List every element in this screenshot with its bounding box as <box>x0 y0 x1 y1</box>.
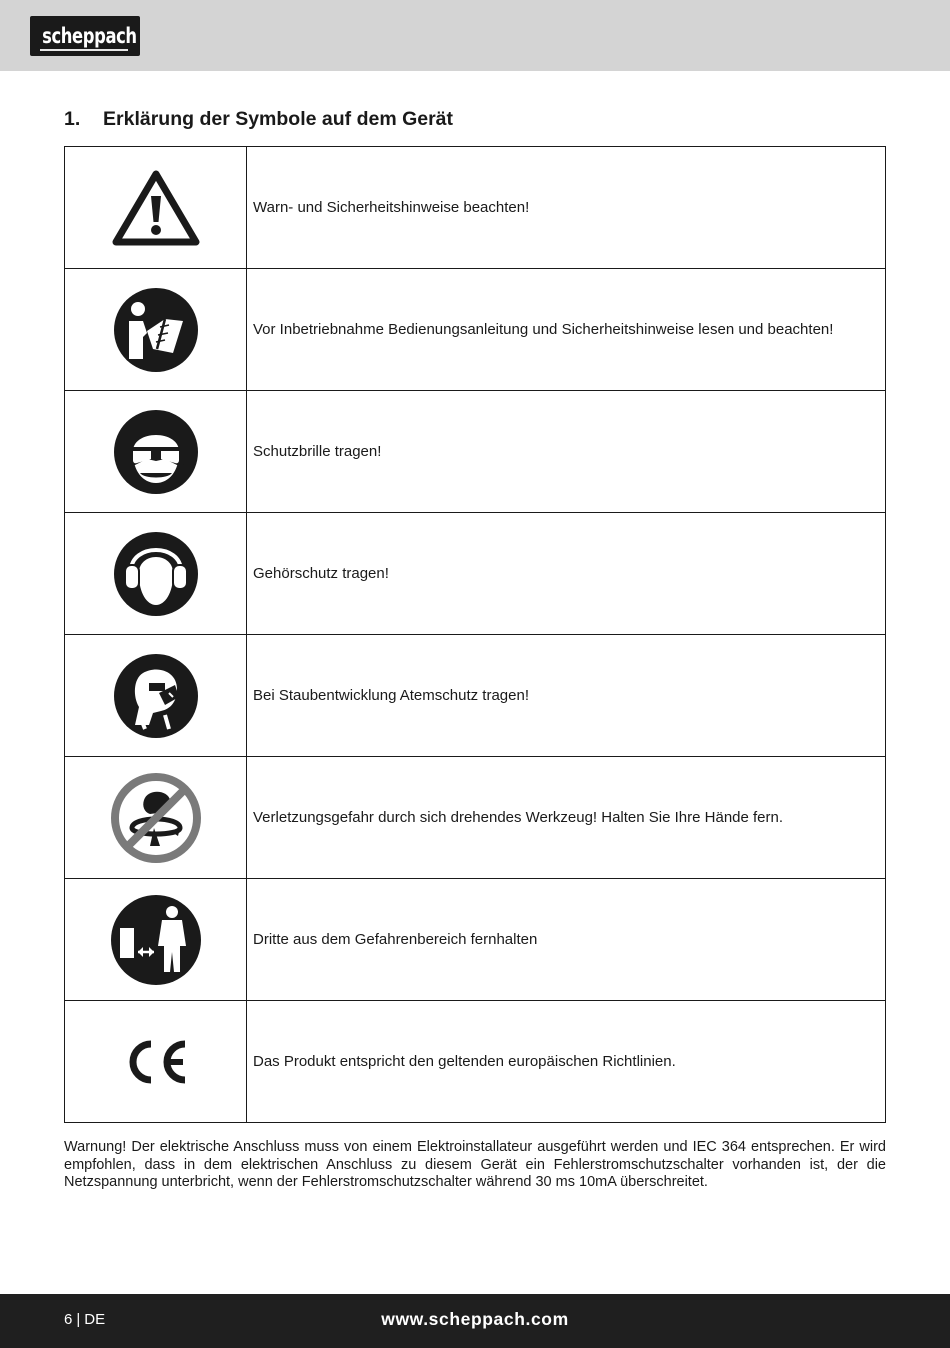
table-row <box>65 879 886 1001</box>
symbol-description: Schutzbrille tragen! <box>247 391 886 513</box>
table-row <box>65 635 886 757</box>
language-code: DE <box>84 1311 106 1328</box>
icon-cell <box>65 147 247 269</box>
icon-cell <box>65 391 247 513</box>
page-number: 6 <box>64 1311 73 1328</box>
section-title <box>64 108 453 132</box>
keep-distance-icon <box>110 894 202 986</box>
icon-cell <box>65 879 247 1001</box>
table-row <box>65 391 886 513</box>
hearing-protection-icon <box>113 531 199 617</box>
table-row <box>65 513 886 635</box>
ce-mark-icon <box>123 1038 189 1086</box>
symbol-description: Das Produkt entspricht den geltenden europäischen Richtlinien. <box>247 1001 886 1123</box>
icon-cell <box>65 269 247 391</box>
warning-triangle-icon <box>111 168 201 248</box>
symbol-description: Verletzungsgefahr durch sich drehendes Werkzeug! Halten Sie Ihre Hände fern. <box>247 757 886 879</box>
rotating-tool-prohibited-icon <box>110 772 202 864</box>
symbol-description: Dritte aus dem Gefahrenbereich fernhalten <box>247 879 886 1001</box>
table-row <box>65 1001 886 1123</box>
electrical-warning: Warnung! Der elektrische Anschluss muss von einem Elektroinstallateur ausgeführt werden und IEC 364 entsprechen. Er wird empfohlen, dass in dem elektrischen Anschluss zu diesem Gerät ein Fehlerstromschutzschalter vorhanden ist, der die Netzspannung unterbricht, wenn der Fehlerstromschutzschalter während 30 ms 10mA überschreitet. <box>64 1139 886 1190</box>
symbol-description: Bei Staubentwicklung Atemschutz tragen! <box>247 635 886 757</box>
page-header <box>0 0 950 71</box>
website-link[interactable]: www.scheppach.com <box>381 1309 569 1329</box>
footer-separator: | <box>76 1311 81 1328</box>
logo-text: scheppach <box>42 24 137 48</box>
section-title-text: Erklärung der Symbole auf dem Gerät <box>103 108 454 130</box>
icon-cell <box>65 1001 247 1123</box>
scheppach-logo[interactable] <box>30 16 140 56</box>
table-row <box>65 147 886 269</box>
icon-cell <box>65 513 247 635</box>
logo-underline <box>40 49 128 51</box>
safety-goggles-icon <box>113 409 199 495</box>
table-row <box>65 757 886 879</box>
symbol-description: Warn- und Sicherheitshinweise beachten! <box>247 147 886 269</box>
section-number: 1. <box>64 108 81 130</box>
symbol-description: Gehörschutz tragen! <box>247 513 886 635</box>
icon-cell <box>65 635 247 757</box>
table-row <box>65 269 886 391</box>
symbol-table <box>64 146 886 1123</box>
symbol-description: Vor Inbetriebnahme Bedienungsanleitung und Sicherheitshinweise lesen und beachten! <box>247 269 886 391</box>
icon-cell <box>65 757 247 879</box>
page-footer <box>0 1294 950 1348</box>
read-manual-icon <box>113 287 199 373</box>
respirator-icon <box>113 653 199 739</box>
